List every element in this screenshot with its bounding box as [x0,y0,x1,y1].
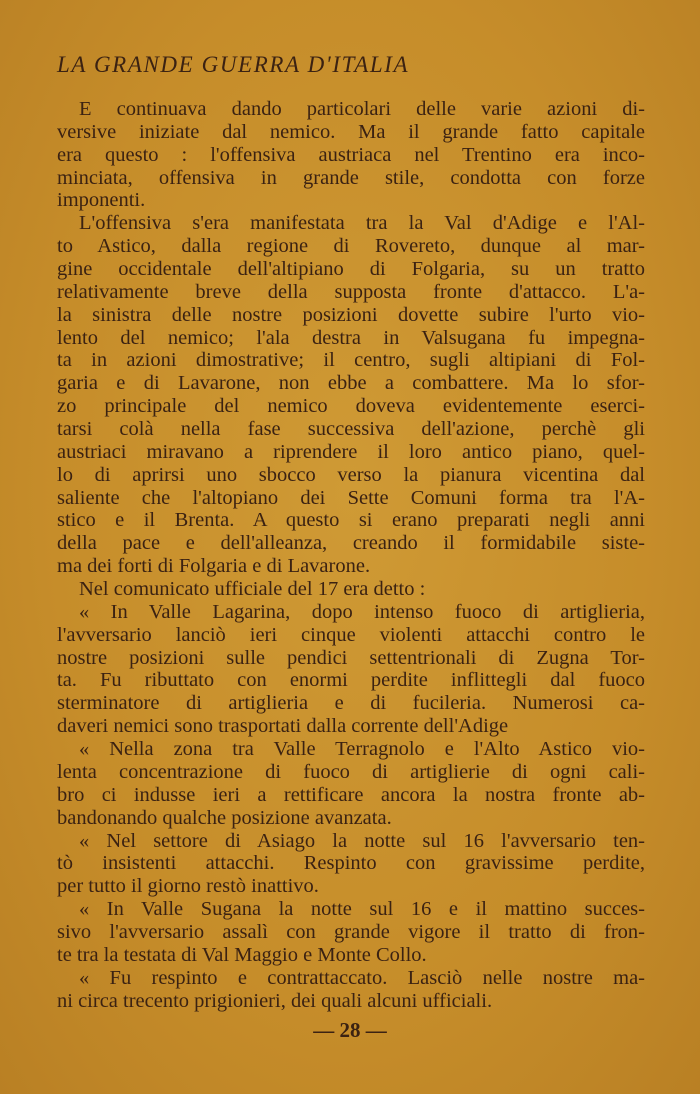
text-line: saliente che l'altopiano dei Sette Comuni forma tra l'A- [57,486,645,509]
text-line: minciata, offensiva in grande stile, condotta con forze [57,166,645,189]
text-line: to Astico, dalla regione di Rovereto, dunque al mar- [57,235,645,258]
text-line: garia e di Lavarone, non ebbe a combattere. Ma lo sfor- [57,372,645,395]
text-line: te tra la testata di Val Maggio e Monte Collo. [57,943,427,966]
paragraph [57,898,645,967]
text-line: sterminatore di artiglieria e di fucileria. Numerosi ca- [57,692,645,715]
text-line: austriaci miravano a riprendere il loro antico piano, quel- [57,440,645,463]
text-line: gine occidentale dell'altipiano di Folgaria, su un tratto [57,258,645,281]
text-line: « In Valle Sugana la notte sul 16 e il mattino succes- [79,898,645,921]
text-line: sivo l'avversario assalì con grande vigore il tratto di fron- [57,920,645,943]
text-line: lenta concentrazione di fuoco di artiglierie di ogni cali- [57,760,645,783]
text-line: « Fu respinto e contrattaccato. Lasciò nelle nostre ma- [79,966,645,989]
paragraph [57,738,645,829]
text-line: « In Valle Lagarina, dopo intenso fuoco di artiglieria, [79,600,645,623]
text-line: lento del nemico; l'ala destra in Valsugana fu impegna- [57,326,645,349]
text-line: bandonando qualche posizione avanzata. [57,806,392,829]
paragraph [57,830,645,899]
text-line: stico e il Brenta. A questo si erano preparati negli anni [57,509,645,532]
text-line: era questo : l'offensiva austriaca nel Trentino era inco- [57,143,645,166]
text-line: nostre posizioni sulle pendici settentrionali di Zugna Tor- [57,646,645,669]
text-line: lo di aprirsi uno sbocco verso la pianura vicentina dal [57,463,645,486]
paragraph [57,578,645,601]
text-line: E continuava dando particolari delle varie azioni di- [79,98,645,120]
paragraph [57,212,645,578]
text-line: tarsi colà nella fase successiva dell'azione, perchè gli [57,418,645,441]
text-line: Nel comunicato ufficiale del 17 era detto : [79,578,426,601]
text-line: per tutto il giorno restò inattivo. [57,875,319,898]
text-line: imponenti. [57,189,146,212]
text-line: della pace e dell'alleanza, creando il formidabile siste- [57,532,645,555]
text-line: tò insistenti attacchi. Respinto con gravissime perdite, [57,852,645,875]
text-line: relativamente breve della supposta fronte d'attacco. L'a- [57,280,645,303]
text-line: « Nel settore di Asiago la notte sul 16 l'avversario ten- [79,829,645,852]
text-line: bro ci indusse ieri a rettificare ancora la nostra fronte ab- [57,783,645,806]
text-line: la sinistra delle nostre posizioni dovette subire l'urto vio- [57,303,645,326]
paragraph [57,601,645,738]
running-title: LA GRANDE GUERRA D'ITALIA [57,52,410,77]
text-line: ta. Fu ributtato con enormi perdite inflittegli dal fuoco [57,669,645,692]
text-line: versive iniziate dal nemico. Ma il grande fatto capitale [57,120,645,143]
page-number: — 28 — [313,1018,387,1042]
text-line: « Nella zona tra Valle Terragnolo e l'Alto Astico vio- [79,738,645,761]
body-text [57,98,645,1012]
text-line: ma dei forti di Folgaria e di Lavarone. [57,555,371,578]
text-line: zo principale del nemico doveva evidentemente eserci- [57,395,645,418]
text-line: daveri nemici sono trasportati dalla corrente dell'Adige [57,715,509,738]
text-line: L'offensiva s'era manifestata tra la Val d'Adige e l'Al- [79,212,645,235]
text-line: l'avversario lanciò ieri cinque violenti attacchi contro le [57,623,645,646]
text-line: ta in azioni dimostrative; il centro, sugli altipiani di Fol- [57,349,645,372]
paragraph [57,98,645,212]
paragraph [57,967,645,1013]
text-line: ni circa trecento prigionieri, dei quali alcuni ufficiali. [57,989,493,1012]
